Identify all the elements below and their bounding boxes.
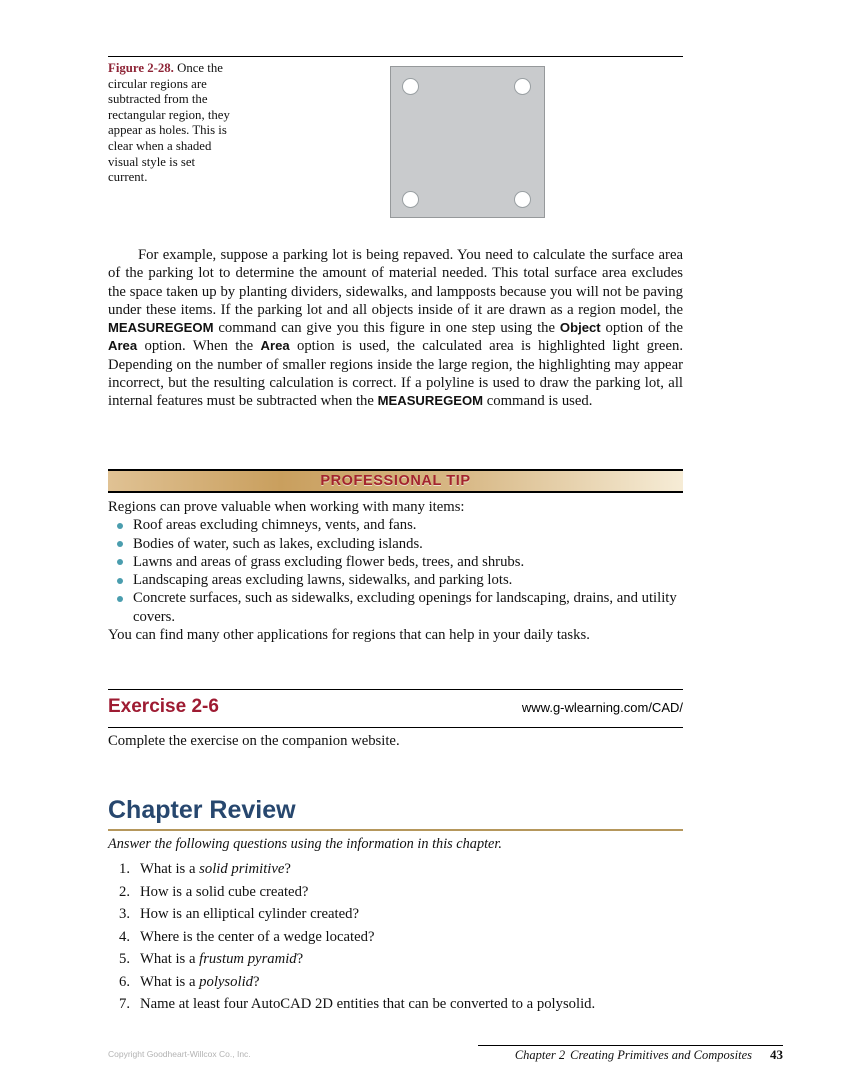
paragraph-text: command can give you this figure in one step using the: [213, 320, 560, 337]
chapter-review-title: Chapter Review: [108, 796, 296, 824]
bullet-icon: [117, 596, 123, 602]
question-text: What is a polysolid?: [140, 973, 260, 990]
region-hole: [514, 191, 531, 208]
footer-rule: [478, 1045, 783, 1046]
question-text: What is a solid primitive?: [140, 861, 291, 877]
question-text: How is an elliptical cylinder created?: [140, 906, 359, 922]
question-text: How is a solid cube created?: [140, 883, 309, 900]
review-question: [108, 995, 683, 1013]
divider: [108, 689, 683, 690]
list-item: [108, 571, 683, 589]
figure-caption: Once the circular regions are subtracted from the rectangular region, they appear as holes. This is clear when a shaded visual style is set current.: [108, 61, 230, 185]
command-option: Object: [559, 320, 601, 336]
list-item: [108, 553, 683, 571]
bullet-icon: [117, 559, 123, 565]
review-question-list: [108, 860, 683, 1018]
command-name: MEASUREGEOM: [108, 320, 214, 336]
command-option: Area: [260, 338, 290, 354]
question-number: 2.: [118, 883, 130, 900]
review-question: [108, 905, 683, 923]
command-option: Area: [108, 338, 138, 354]
tip-list: [108, 516, 683, 626]
footer-chapter-title: Creating Primitives and Composites: [570, 1048, 752, 1062]
paragraph-text: command is used.: [483, 393, 593, 410]
question-number: 5.: [118, 951, 130, 967]
question-text: Name at least four AutoCAD 2D entities that can be converted to a polysolid.: [140, 996, 596, 1012]
professional-tip-banner: [108, 469, 683, 493]
figure-image: [390, 66, 545, 218]
review-instruction: Answer the following questions using the information in this chapter.: [108, 836, 502, 852]
question-text: Where is the center of a wedge located?: [140, 928, 375, 945]
question-number: 4.: [118, 928, 130, 945]
review-question: [108, 950, 683, 968]
review-question: [108, 973, 683, 991]
figure-caption-block: [108, 61, 232, 186]
list-item: [108, 535, 683, 553]
review-question: [108, 860, 683, 878]
chapter-review-rule: [108, 829, 683, 831]
question-number: 3.: [118, 906, 130, 922]
paragraph-text: option of the: [600, 320, 683, 337]
bullet-icon: [117, 523, 123, 529]
tip-intro: Regions can prove valuable when working with many items:: [108, 499, 465, 515]
list-item-text: Concrete surfaces, such as sidewalks, excluding openings for landscaping, drains, and utility covers.: [133, 590, 677, 625]
review-question: [108, 928, 683, 946]
tip-outro: You can find many other applications for regions that can help in your daily tasks.: [108, 627, 590, 644]
footer-chapter-label: Chapter 2: [514, 1048, 566, 1062]
list-item-text: Lawns and areas of grass excluding flower beds, trees, and shrubs.: [133, 553, 525, 570]
region-hole: [402, 191, 419, 208]
review-question: [108, 883, 683, 901]
exercise-url: www.g-wlearning.com/CAD/: [521, 700, 683, 715]
list-item: [108, 589, 683, 626]
region-hole: [402, 78, 419, 95]
question-number: 6.: [118, 973, 130, 990]
list-item-text: Bodies of water, such as lakes, excluding islands.: [133, 535, 423, 552]
list-item-text: Roof areas excluding chimneys, vents, and fans.: [133, 517, 417, 534]
region-hole: [514, 78, 531, 95]
command-name: MEASUREGEOM: [377, 393, 484, 409]
exercise-heading-row: [108, 696, 683, 718]
footer-right: [400, 1047, 783, 1063]
divider: [108, 727, 683, 728]
exercise-heading: Exercise 2-6: [108, 696, 219, 717]
paragraph-text: For example, suppose a parking lot is being repaved. You need to calculate the surface area of the parking lot to determine the amount of material needed. This total surface area excludes the space taken up by planting dividers, sidewalks, and lampposts because you will not be paving under these items. If the parking lot and all objects inside of it are drawn as a region model, the: [108, 247, 683, 318]
bullet-icon: [117, 541, 123, 547]
professional-tip-title: PROFESSIONAL TIP: [320, 473, 471, 489]
professional-tip-body: [108, 498, 683, 644]
top-rule: [108, 56, 683, 57]
body-paragraph: [108, 246, 683, 411]
footer-copyright: Copyright Goodheart-Willcox Co., Inc.: [108, 1049, 251, 1059]
question-number: 1.: [118, 861, 130, 877]
exercise-description: Complete the exercise on the companion website.: [108, 733, 400, 749]
bullet-icon: [117, 578, 123, 584]
figure-label: Figure 2-28.: [108, 61, 174, 75]
list-item: [108, 516, 683, 534]
question-number: 7.: [118, 996, 130, 1012]
paragraph-text: option. When the: [137, 338, 261, 355]
question-text: What is a frustum pyramid?: [140, 951, 304, 967]
footer-page-number: 43: [770, 1047, 783, 1062]
list-item-text: Landscaping areas excluding lawns, sidewalks, and parking lots.: [133, 572, 513, 589]
paragraph-text: option is used, the calculated area is highlighted light green. Depending on the number of smaller regions inside the large region, the highlighting may appear incorrect, but the resulting calculation is correct. If a polyline is used to draw the parking lot, all internal features must be subtracted when the: [108, 338, 683, 410]
